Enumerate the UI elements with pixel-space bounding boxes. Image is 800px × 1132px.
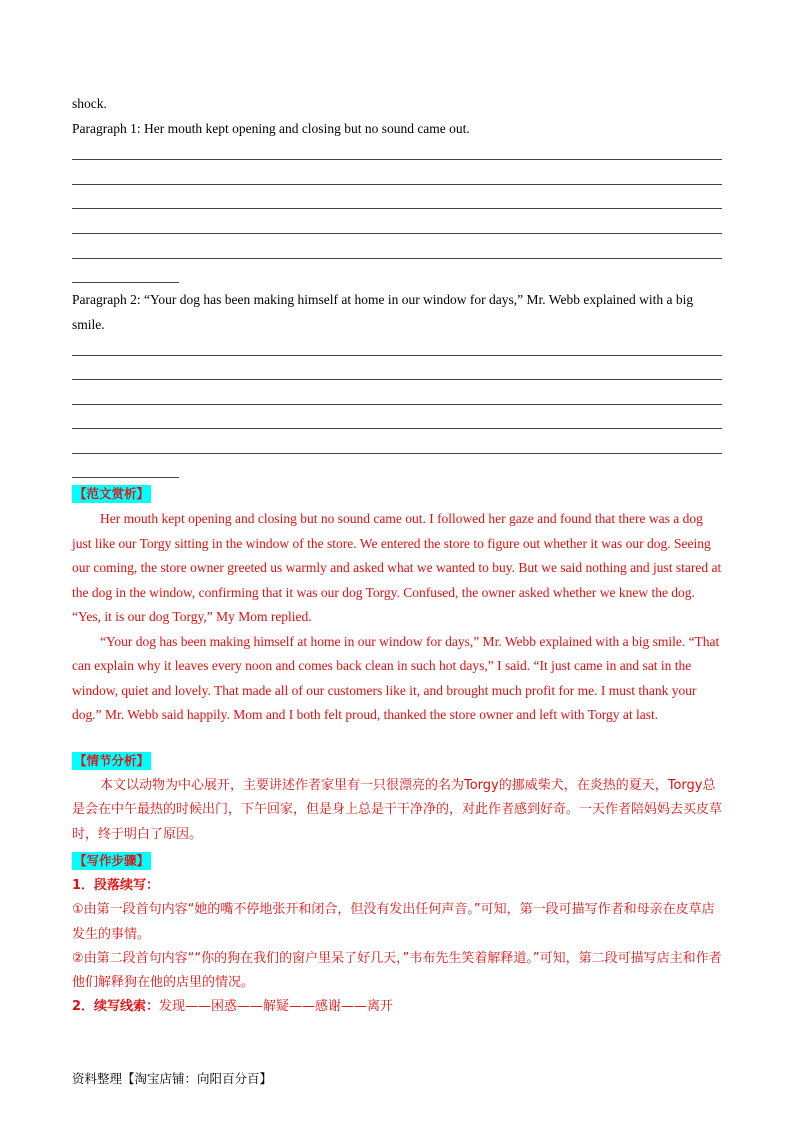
answer-line	[72, 159, 722, 160]
model-essay-paragraph-2: “Your dog has been making himself at home in our window for days,” Mr. Webb explained with a big smile. “That can explain why it leaves every noon and comes back clean in such hot days,” I said. “It just came in and sat in the window, quiet and lovely. That made all of our customers like it, and brought much profit for me. I must thank your dog.” Mr. Webb said happily. Mom and I both felt proud, thanked the store owner and left with Torgy at last.	[72, 633, 720, 722]
model-essay-tag: 【范文赏析】	[74, 486, 150, 501]
plot-analysis-tag: 【情节分析】	[74, 753, 150, 768]
answer-line	[72, 404, 722, 405]
footer-text: 资料整理【淘宝店铺：向阳百分百】	[72, 1071, 273, 1086]
writing-steps-tag: 【写作步骤】	[74, 853, 150, 868]
step2-title: 2．续写线索：	[72, 999, 160, 1015]
answer-line	[72, 379, 722, 380]
step1-title: 1．段落续写：	[72, 878, 160, 893]
plot-analysis-body	[72, 774, 724, 847]
answer-line	[72, 258, 722, 259]
step1-point-a: ①由第一段首句内容“她的嘴不停地张开和闭合，但没有发出任何声音。”可知，第一段可描写作者和母亲在皮草店发生的事情。	[72, 902, 715, 942]
answer-line	[72, 355, 722, 356]
answer-line	[72, 428, 722, 429]
step1-point-b: ②由第二段首句内容““你的狗在我们的窗户里呆了好几天，”韦布先生笑着解释道。”可知，第二段可描写店主和作者他们解释狗在他的店里的情况。	[72, 950, 722, 991]
answer-line	[72, 184, 722, 185]
plot-analysis-text: 本文以动物为中心展开，主要讲述作者家里有一只很漂亮的名为Torgy的挪威柴犬，在炎热的夏天，Torgy总是会在中午最热的时候出门，下午回家，但是身上总是干干净净的，对此作者感到好奇。一天作者陪妈妈去买皮草时，终于明白了原因。	[72, 778, 723, 842]
answer-line	[72, 233, 722, 234]
answer-line-short	[72, 477, 179, 478]
answer-line	[72, 208, 722, 209]
step2-text: 发现——困惑——解疑——感谢——离开	[159, 999, 394, 1015]
paragraph1-prompt: Paragraph 1: Her mouth kept opening and closing but no sound came out.	[72, 121, 470, 136]
paragraph2-prompt: Paragraph 2: “Your dog has been making himself at home in our window for days,” Mr. Webb explained with a big smile.	[72, 292, 694, 332]
shock-text: shock.	[72, 96, 107, 111]
model-essay-body	[72, 507, 724, 728]
writing-steps-body	[72, 874, 724, 1020]
answer-line-short	[72, 282, 179, 283]
answer-line	[72, 453, 722, 454]
model-essay-paragraph-1: Her mouth kept opening and closing but no sound came out. I followed her gaze and found that there was a dog just like our Torgy sitting in the window of the store. We entered the store to figure out whether it was our dog. Seeing our coming, the store owner greeted us warmly and asked what we wanted to buy. But we said nothing and just stared at the dog in the window, confirming that it was our dog Torgy. Confused, the owner asked whether we knew the dog. “Yes, it is our dog Torgy,” My Mom replied.	[72, 511, 722, 624]
